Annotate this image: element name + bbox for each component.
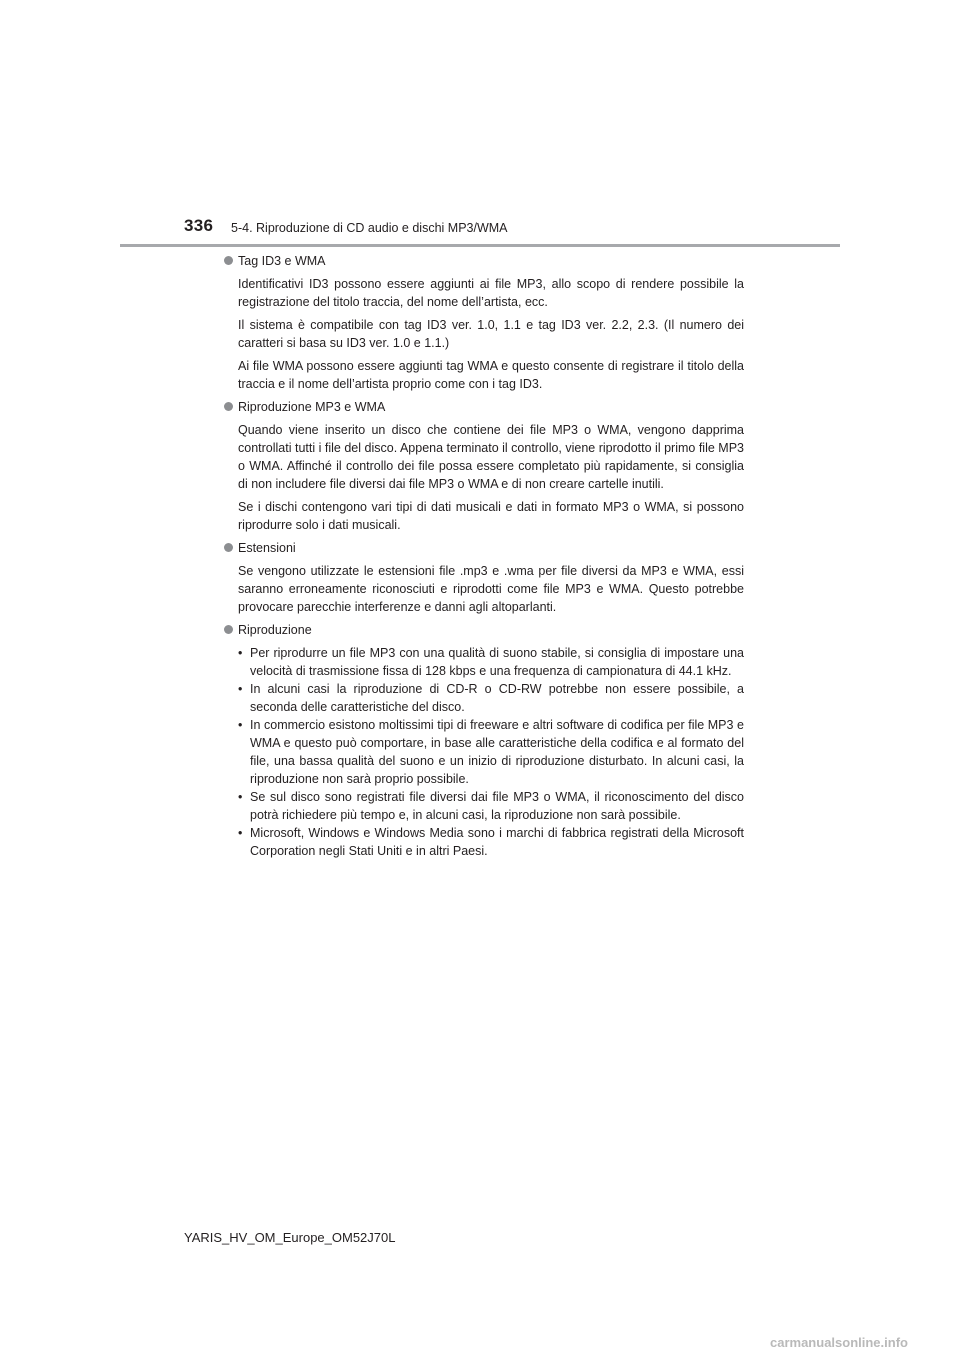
topic-extensions <box>224 539 744 616</box>
paragraph: Se i dischi contengono vari tipi di dati musicali e dati in formato MP3 o WMA, si possono riprodurre solo i dati musicali. <box>238 500 744 532</box>
page-number: 336 <box>184 216 214 235</box>
list-item <box>238 824 744 860</box>
paragraph: Quando viene inserito un disco che contiene dei file MP3 o WMA, vengono dapprima controllati tutti i file del disco. Appena terminato il controllo, viene riprodotto il primo file MP3 o WMA. Affinché il controllo dei file possa essere completato più rapidamente, si consiglia di non includere file diversi dai file MP3 o WMA e di non creare cartelle inutili. <box>238 423 744 491</box>
gray-circle-icon <box>224 543 233 552</box>
gray-circle-icon <box>224 625 233 634</box>
paragraph: Il sistema è compatibile con tag ID3 ver. 1.0, 1.1 e tag ID3 ver. 2.2, 2.3. (Il numero dei caratteri si basa su ID3 ver. 1.0 e 1.1.) <box>238 318 744 350</box>
header-divider <box>120 244 840 247</box>
list-bullet: • <box>238 646 243 660</box>
site-watermark: carmanualsonline.info <box>770 1335 908 1350</box>
list-item <box>238 788 744 824</box>
list-item-text: In alcuni casi la riproduzione di CD-R o CD-RW potrebbe non essere possibile, a seconda delle caratteristiche del disco. <box>250 682 744 714</box>
topic-heading <box>224 252 744 270</box>
topic-heading-text: Riproduzione MP3 e WMA <box>238 400 386 414</box>
topic-heading-text: Riproduzione <box>238 623 312 637</box>
paragraph: Se vengono utilizzate le estensioni file .mp3 e .wma per file diversi da MP3 e WMA, essi saranno erroneamente riconosciuti e riprodotti come file MP3 e WMA. Questo potrebbe provocare parecchie interferenze e danni agli altoparlanti. <box>238 564 744 614</box>
list-item-text: Se sul disco sono registrati file diversi dai file MP3 o WMA, il riconoscimento del disco potrà richiedere più tempo e, in alcuni casi, la riproduzione non sarà possibile. <box>250 790 744 822</box>
list-item-text: Microsoft, Windows e Windows Media sono i marchi di fabbrica registrati della Microsoft Corporation negli Stati Uniti e in altri Paesi. <box>250 826 744 858</box>
topic-heading <box>224 621 744 639</box>
page-header <box>0 0 960 250</box>
document-code: YARIS_HV_OM_Europe_OM52J70L <box>184 1230 396 1245</box>
topic-heading-text: Estensioni <box>238 541 296 555</box>
list-bullet: • <box>238 790 243 804</box>
gray-circle-icon <box>224 402 233 411</box>
paragraph: Ai file WMA possono essere aggiunti tag WMA e questo consente di registrare il titolo della traccia e il nome dell’artista proprio come con i tag ID3. <box>238 359 744 391</box>
section-title: 5-4. Riproduzione di CD audio e dischi MP3/WMA <box>231 221 508 235</box>
topic-heading <box>224 539 744 557</box>
paragraph: Identificativi ID3 possono essere aggiunti ai file MP3, allo scopo di rendere possibile la registrazione del titolo traccia, del nome dell’artista, ecc. <box>238 277 744 309</box>
list-bullet: • <box>238 718 243 732</box>
topic-playback <box>224 621 744 860</box>
topic-heading-text: Tag ID3 e WMA <box>238 254 326 268</box>
topic-mp3-wma-playback <box>224 398 744 534</box>
gray-circle-icon <box>224 256 233 265</box>
list-item <box>238 716 744 788</box>
page-content <box>224 252 744 860</box>
topic-id3-wma-tags <box>224 252 744 393</box>
list-bullet: • <box>238 826 243 840</box>
list-bullet: • <box>238 682 243 696</box>
topic-heading <box>224 398 744 416</box>
list-item-text: Per riprodurre un file MP3 con una qualità di suono stabile, si consiglia di impostare una velocità di trasmissione fissa di 128 kbps e una frequenza di campionatura di 44.1 kHz. <box>250 646 744 678</box>
list-item <box>238 680 744 716</box>
list-item <box>238 644 744 680</box>
playback-notes-list <box>238 644 744 860</box>
list-item-text: In commercio esistono moltissimi tipi di freeware e altri software di codifica per file MP3 e WMA e questo può comportare, in base alle caratteristiche della codifica e al formato del file, una bassa qualità del suono e un inizio di riproduzione disturbato. In alcuni casi, la riproduzione non sarà proprio possibile. <box>250 718 744 786</box>
